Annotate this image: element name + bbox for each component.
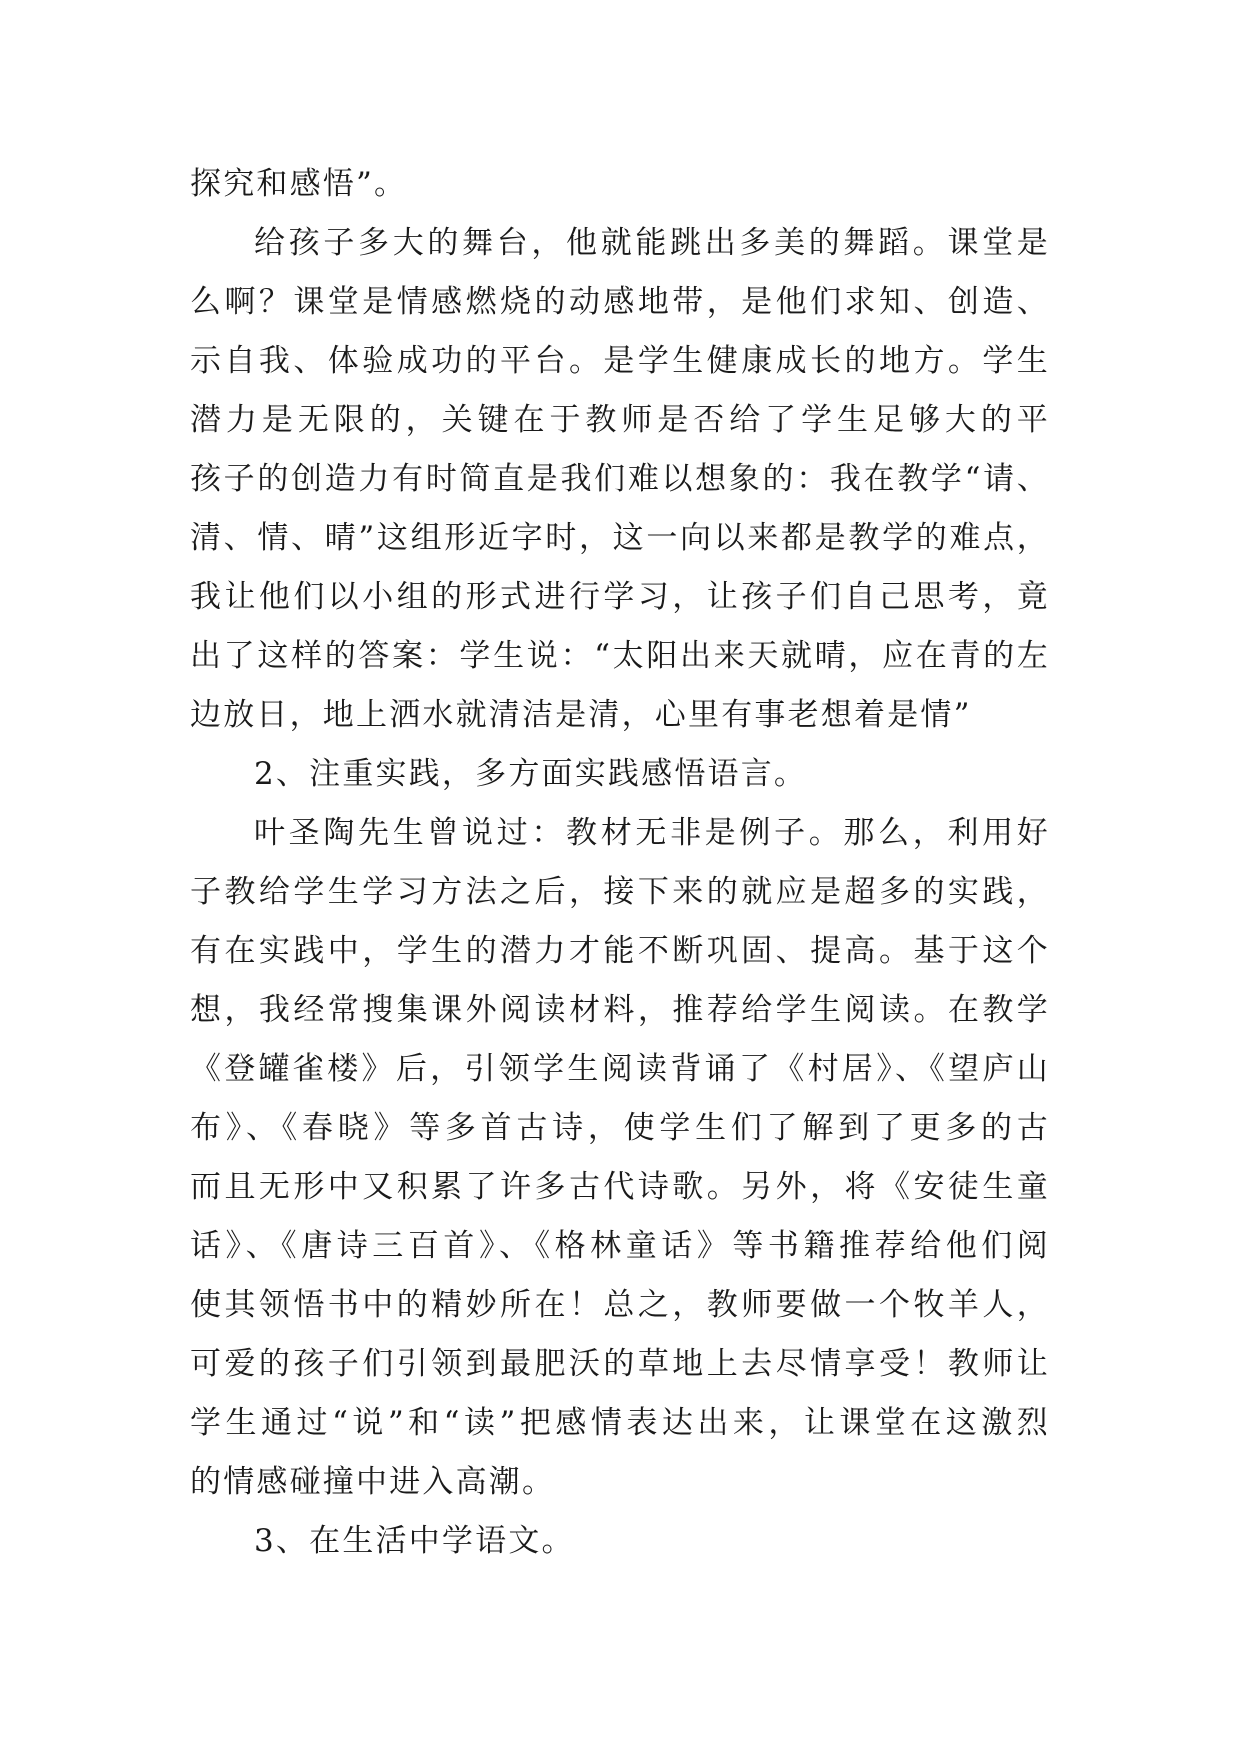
section-heading-2: 2、注重实践，多方面实践感悟语言。 bbox=[254, 756, 808, 792]
text-line-22: 学生通过“说”和“读”把感情表达出来，让课堂在这激烈 bbox=[190, 1405, 1050, 1441]
text-line-19: 话》、《唐诗三百首》、《格林童话》等书籍推荐给他们阅 bbox=[190, 1228, 1050, 1264]
text-line-1: 探究和感悟”。 bbox=[190, 166, 408, 202]
text-line-16: 《登罐雀楼》后，引领学生阅读背诵了《村居》、《望庐山 bbox=[190, 1051, 1050, 1087]
text-line-8: 我让他们以小组的形式进行学习，让孩子们自己思考，竟 bbox=[190, 579, 1050, 615]
text-line-4: 示自我、体验成功的平台。是学生健康成长的地方。学生 bbox=[190, 343, 1050, 379]
section-heading-3: 3、在生活中学语文。 bbox=[254, 1523, 575, 1559]
text-line-9: 出了这样的答案：学生说：“太阳出来天就晴，应在青的左 bbox=[190, 638, 1050, 674]
text-line-21: 可爱的孩子们引领到最肥沃的草地上去尽情享受！教师让 bbox=[190, 1346, 1050, 1382]
text-line-6: 孩子的创造力有时简直是我们难以想象的：我在教学“请、 bbox=[190, 461, 1050, 497]
text-line-20: 使其领悟书中的精妙所在！总之，教师要做一个牧羊人， bbox=[190, 1287, 1050, 1323]
text-line-15: 想，我经常搜集课外阅读材料，推荐给学生阅读。在教学 bbox=[190, 992, 1050, 1028]
text-line-17: 布》、《春晓》等多首古诗，使学生们了解到了更多的古 bbox=[190, 1110, 1050, 1146]
text-line-10: 边放日，地上洒水就清洁是清，心里有事老想着是情” bbox=[190, 697, 972, 733]
text-line-13: 子教给学生学习方法之后，接下来的就应是超多的实践， bbox=[190, 874, 1050, 910]
text-line-7: 清、情、晴”这组形近字时，这一向以来都是教学的难点， bbox=[190, 520, 1050, 556]
text-line-23: 的情感碰撞中进入高潮。 bbox=[190, 1464, 556, 1500]
text-line-5: 潜力是无限的，关键在于教师是否给了学生足够大的平 bbox=[190, 402, 1050, 438]
text-line-12: 叶圣陶先生曾说过：教材无非是例子。那么，利用好 bbox=[254, 815, 1050, 851]
text-line-2: 给孩子多大的舞台，他就能跳出多美的舞蹈。课堂是 bbox=[254, 225, 1050, 261]
text-line-14: 有在实践中，学生的潜力才能不断巩固、提高。基于这个 bbox=[190, 933, 1050, 969]
text-line-18: 而且无形中又积累了许多古代诗歌。另外，将《安徒生童 bbox=[190, 1169, 1050, 1205]
text-line-3: 么啊？课堂是情感燃烧的动感地带，是他们求知、创造、 bbox=[190, 284, 1050, 320]
